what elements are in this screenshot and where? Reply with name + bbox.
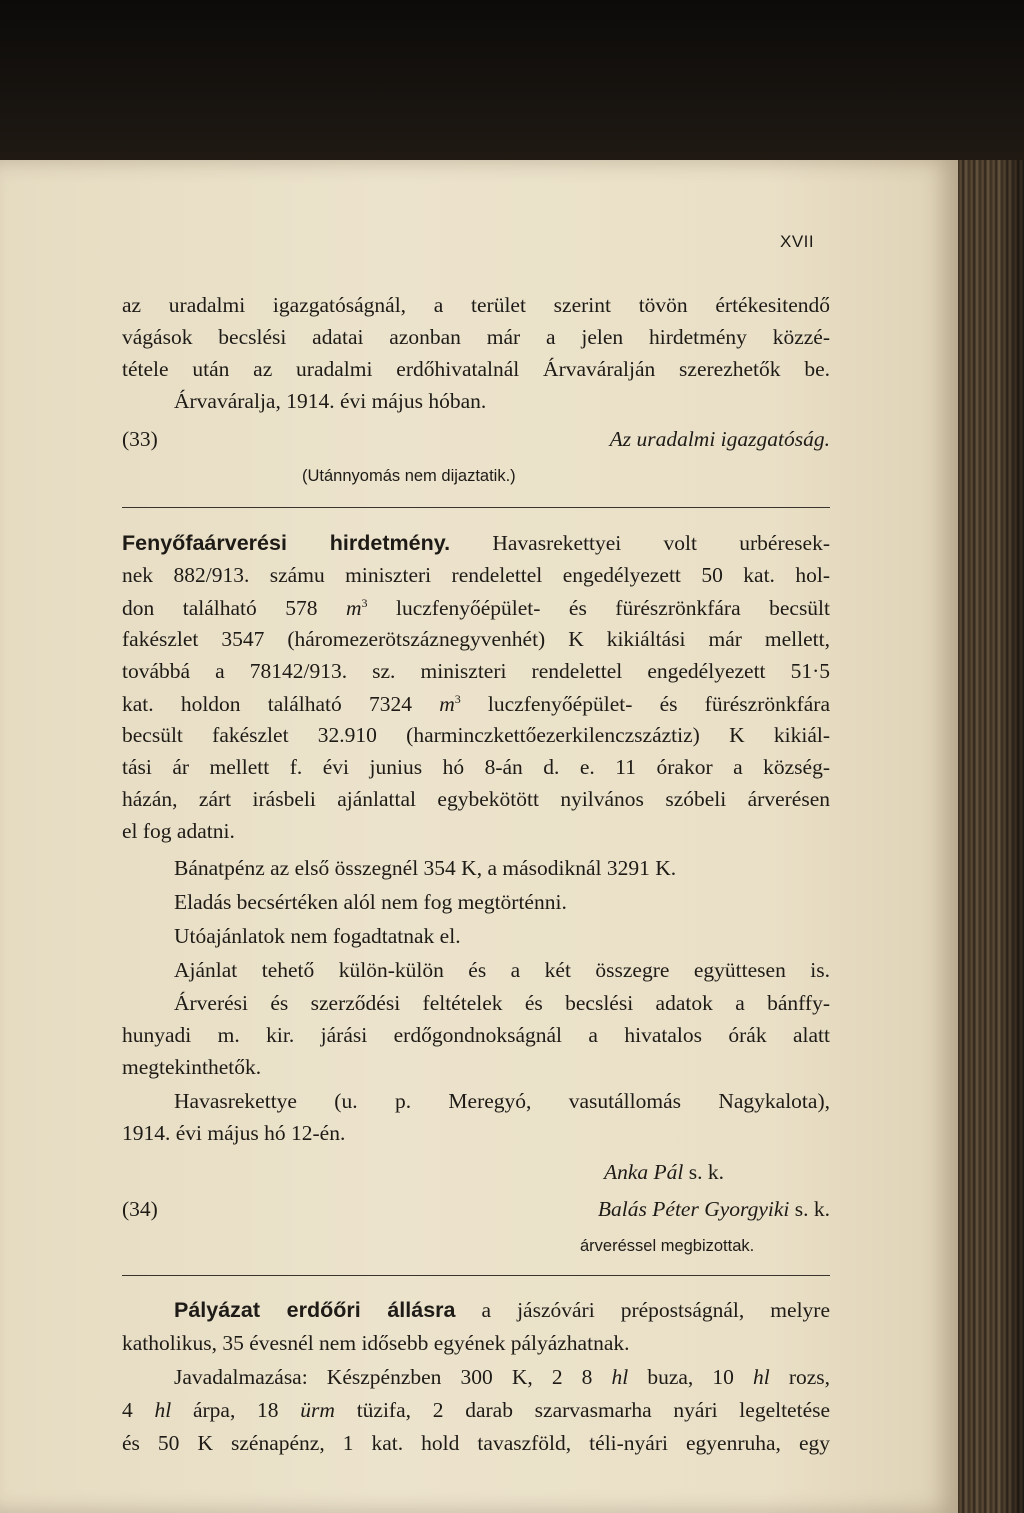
unit-m: m <box>439 692 455 717</box>
section3-line-1-rest: a jászóvári prépostságnál, melyre <box>481 1298 830 1322</box>
section2-line-7: becsült fakészlet 32.910 (harminczkettőezerkilenczszáztiz) K kikiál- <box>122 723 830 747</box>
unit-hl-1: hl <box>611 1365 629 1389</box>
section1-signature: Az uradalmi igazgatóság. <box>609 427 830 451</box>
section3-line-3 <box>122 1367 830 1389</box>
section-divider-1 <box>122 507 830 508</box>
section3-line-4-c: tüzifa, 2 darab szarvasmarha nyári legeltetése <box>356 1398 831 1422</box>
unit-hl-2: hl <box>753 1365 770 1389</box>
section3-line-2: katholikus, 35 évesnél nem idősebb egyének pályázhatnak. <box>122 1331 630 1355</box>
section2-title: Fenyőfaárverési hirdetmény. <box>122 531 451 555</box>
section2-line-2: nek 882/913. számu miniszteri rendelettel engedélyezett 50 kat. hol- <box>122 563 830 587</box>
section2-signers-role: árveréssel megbizottak. <box>580 1237 755 1255</box>
book-spine-edge <box>958 160 1024 1513</box>
section2-line-3 <box>122 597 830 620</box>
section2-line-3-a: don található 578 <box>122 596 318 621</box>
section2-para-bond: Bánatpénz az első összegnél 354 K, a másodiknál 3291 K. <box>174 856 677 880</box>
section3-title: Pályázat erdőőri állásra <box>174 1298 456 1322</box>
section2-line-5: továbbá a 78142/913. sz. miniszteri rendelettel engedélyezett 51·5 <box>122 659 830 683</box>
section1-line-3: tétele után az uradalmi erdőhivatalnál Árvaváralján szerezhetők be. <box>122 357 830 381</box>
section2-line-6 <box>122 693 830 716</box>
unit-hl-3: hl <box>154 1398 172 1422</box>
section2-line-3-b: luczfenyőépület- és fürészrönkfára becsült <box>395 596 831 621</box>
section2-date-line: 1914. évi május hó 12-én. <box>122 1121 346 1145</box>
unit-sup: 3 <box>454 692 461 706</box>
section3-line-4-a: 4 <box>122 1398 133 1422</box>
section2-para-sale: Eladás becsértéken alól nem fog megtörténni. <box>174 890 567 914</box>
section-divider-2 <box>122 1275 830 1276</box>
scan-dark-border <box>0 0 1024 175</box>
section2-conditions-2: hunyadi m. kir. járási erdőgondnokságnál a hivatalos órák alatt <box>122 1023 830 1047</box>
section2-signer-2 <box>122 1199 830 1221</box>
section3-line-3-a: Javadalmazása: Készpénzben 300 K, 2 8 <box>174 1365 593 1389</box>
section2-line-6-b: luczfenyőépület- és fürészrönkfára <box>487 692 831 717</box>
unit-sup: 3 <box>361 596 368 610</box>
section3-line-3-c: rozs, <box>788 1365 831 1389</box>
section3-line-3-b: buza, 10 <box>647 1365 734 1389</box>
section2-line-8: tási ár mellett f. évi junius hó 8-án d. e. 11 órakor a község- <box>122 755 830 779</box>
section2-line-9: házán, zárt irásbeli ajánlattal egybekötött nyilvános szóbeli árverésen <box>122 787 830 811</box>
section2-conditions-1: Árverési és szerződési feltételek és becslési adatok a bánffy- <box>174 991 830 1015</box>
section1-note: (Utánnyomás nem dijaztatik.) <box>302 467 516 485</box>
section2-line-10: el fog adatni. <box>122 819 235 843</box>
signer-1-name: Anka Pál <box>604 1160 684 1184</box>
section1-line-1: az uradalmi igazgatóságnál, a terület szerint tövön értékesitendő <box>122 293 830 317</box>
section2-ref-number: (34) <box>122 1197 158 1221</box>
section2-para-late-offers: Utóajánlatok nem fogadtatnak el. <box>174 924 461 948</box>
page-number: XVII <box>780 232 815 251</box>
unit-cubic-meter-1 <box>346 596 368 620</box>
section2-line-1 <box>122 533 830 555</box>
signer-2-name: Balás Péter Gyorgyiki <box>597 1197 790 1221</box>
unit-urm: ürm <box>300 1398 335 1422</box>
section2-line-4: fakészlet 3547 (háromezerötszáznegyvenhét) K kikiáltási már mellett, <box>122 627 830 651</box>
unit-m: m <box>345 596 362 621</box>
signer-1-suffix: s. k. <box>688 1160 725 1184</box>
section3-line-5: és 50 K szénapénz, 1 kat. hold tavaszföld, téli-nyári egyenruha, egy <box>122 1431 830 1455</box>
section3-line-4 <box>122 1400 830 1422</box>
section2-line-6-a: kat. holdon található 7324 <box>122 692 412 717</box>
section2-para-offer: Ajánlat tehető külön-külön és a két összegre együttesen is. <box>174 958 830 982</box>
section2-conditions-3: megtekinthetők. <box>122 1055 262 1079</box>
signer-2-suffix: s. k. <box>794 1197 830 1221</box>
section2-place-line: Havasrekettye (u. p. Meregyó, vasutállomás Nagykalota), <box>174 1089 830 1113</box>
section3-line-4-b: árpa, 18 <box>192 1398 279 1422</box>
unit-cubic-meter-2 <box>439 692 461 716</box>
section1-line-2: vágások becslési adatai azonban már a jelen hirdetmény közzé- <box>122 325 830 349</box>
section2-line-1-rest: Havasrekettyei volt urbéresek- <box>492 531 830 555</box>
section2-signer-1 <box>604 1162 724 1184</box>
section1-date-line: Árvaváralja, 1914. évi május hóban. <box>174 389 487 413</box>
section1-ref-number: (33) <box>122 427 158 451</box>
section3-line-1 <box>122 1300 830 1322</box>
